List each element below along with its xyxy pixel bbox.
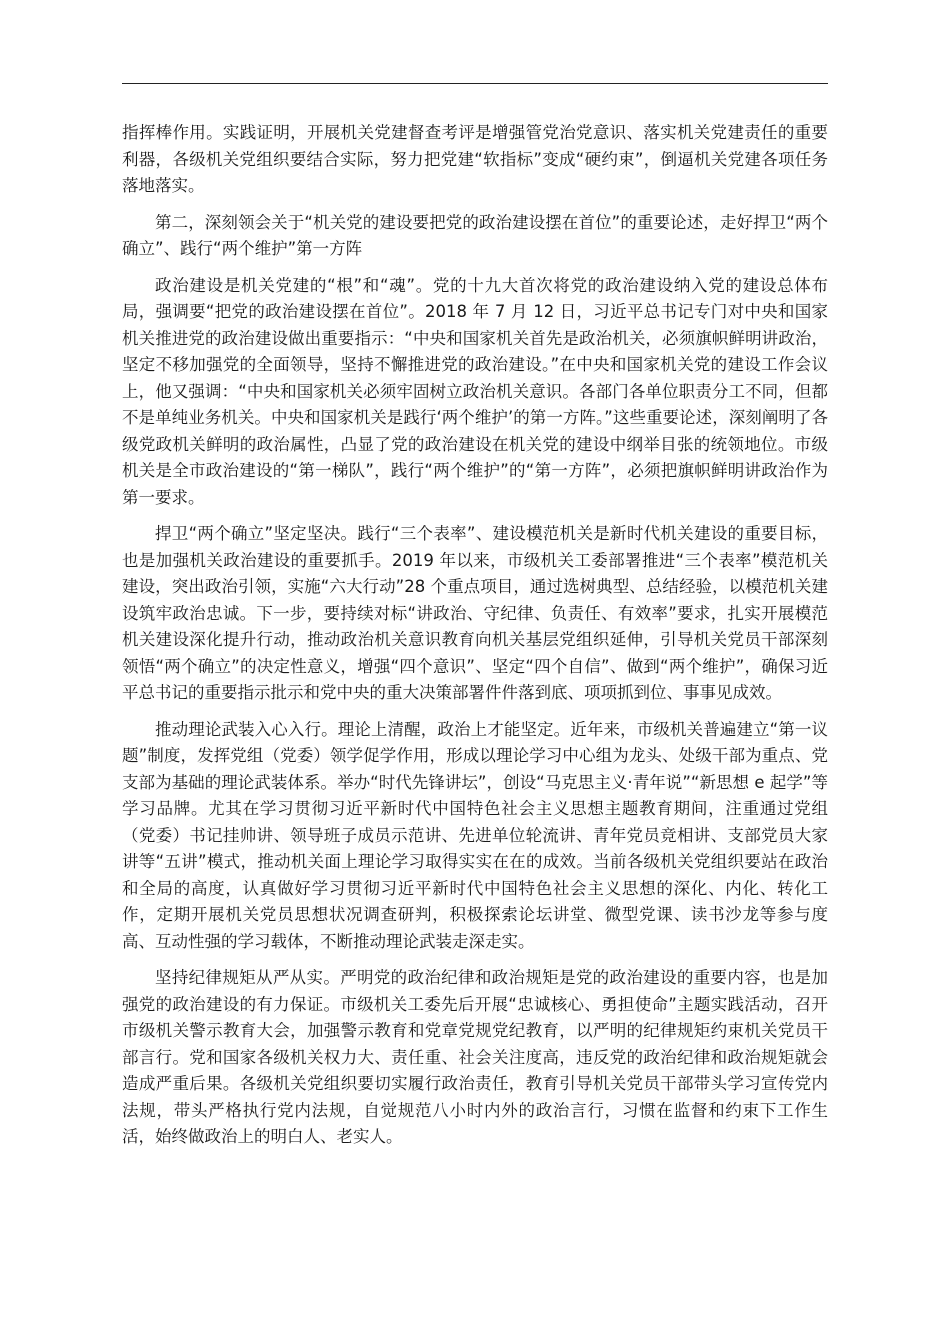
paragraph: 推动理论武装入心入行。理论上清醒，政治上才能坚定。近年来，市级机关普遍建立“第一议题”制度，发挥党组（党委）领学促学作用，形成以理论学习中心组为龙头、处级干部为重点、党支部为基础的理论武装体系。举办“时代先锋讲坛”，创设“马克思主义·青年说”“新思想 e 起学”等学习品牌。尤其在学习贯彻习近平新时代中国特色社会主义思想主题教育期间，注重通过党组（党委）书记挂帅讲、领导班子成员示范讲、先进单位轮流讲、青年党员竞相讲、支部党员大家讲等“五讲”模式，推动机关面上理论学习取得实实在在的成效。当前各级机关党组织要站在政治和全局的高度，认真做好学习贯彻习近平新时代中国特色社会主义思想的深化、内化、转化工作，定期开展机关党员思想状况调查研判，积极探索论坛讲堂、微型党课、读书沙龙等参与度高、互动性强的学习载体，不断推动理论武装走深走实。: [122, 719, 828, 951]
paragraph: 政治建设是机关党建的“根”和“魂”。党的十九大首次将党的政治建设纳入党的建设总体布局，强调要“把党的政治建设摆在首位”。2018 年 7 月 12 日，习近平总书记专门对中央和国家机关推进党的政治建设做出重要指示：“中央和国家机关首先是政治机关，必须旗帜鲜明讲政治，坚定不移加强党的全面领导，坚持不懈推进党的政治建设。”在中央和国家机关党的建设工作会议上，他又强调：“中央和国家机关必须牢固树立政治机关意识。各部门各单位职责分工不同，但都不是单纯业务机关。中央和国家机关是践行‘两个维护’的第一方阵。”这些重要论述，深刻阐明了各级党政机关鲜明的政治属性，凸显了党的政治建设在机关党的建设中纲举目张的统领地位。市级机关是全市政治建设的“第一梯队”，践行“两个维护”的“第一方阵”，必须把旗帜鲜明讲政治作为第一要求。: [122, 275, 828, 507]
section-heading: 第二，深刻领会关于“机关党的建设要把党的政治建设摆在首位”的重要论述，走好捍卫“两个确立”、践行“两个维护”第一方阵: [122, 212, 828, 258]
paragraph: 坚持纪律规矩从严从实。严明党的政治纪律和政治规矩是党的政治建设的重要内容，也是加强党的政治建设的有力保证。市级机关工委先后开展“忠诚核心、勇担使命”主题实践活动，召开市级机关警示教育大会，加强警示教育和党章党规党纪教育，以严明的纪律规矩约束机关党员干部言行。党和国家各级机关权力大、责任重、社会关注度高，违反党的政治纪律和政治规矩就会造成严重后果。各级机关党组织要切实履行政治责任，教育引导机关党员干部带头学习宣传党内法规，带头严格执行党内法规，自觉规范八小时内外的政治言行，习惯在监督和约束下工作生活，始终做政治上的明白人、老实人。: [122, 968, 828, 1146]
paragraph-continuation: 指挥棒作用。实践证明，开展机关党建督查考评是增强管党治党意识、落实机关党建责任的重要利器，各级机关党组织要结合实际，努力把党建“软指标”变成“硬约束”，倒逼机关党建各项任务落地落实。: [122, 123, 828, 195]
document-body: [122, 120, 828, 1161]
paragraph: 捍卫“两个确立”坚定坚决。践行“三个表率”、建设模范机关是新时代机关建设的重要目标，也是加强机关政治建设的重要抓手。2019 年以来，市级机关工委部署推进“三个表率”模范机关建设，突出政治引领，实施“六大行动”28 个重点项目，通过选树典型、总结经验，以模范机关建设筑牢政治忠诚。下一步，要持续对标“讲政治、守纪律、负责任、有效率”要求，扎实开展模范机关建设深化提升行动，推动政治机关意识教育向机关基层党组织延伸，引导机关党员干部深刻领悟“两个确立”的决定性意义，增强“四个意识”、坚定“四个自信”、做到“两个维护”，确保习近平总书记的重要指示批示和党中央的重大决策部署件件落到底、项项抓到位、事事见成效。: [122, 524, 828, 702]
header-rule: [122, 83, 828, 84]
